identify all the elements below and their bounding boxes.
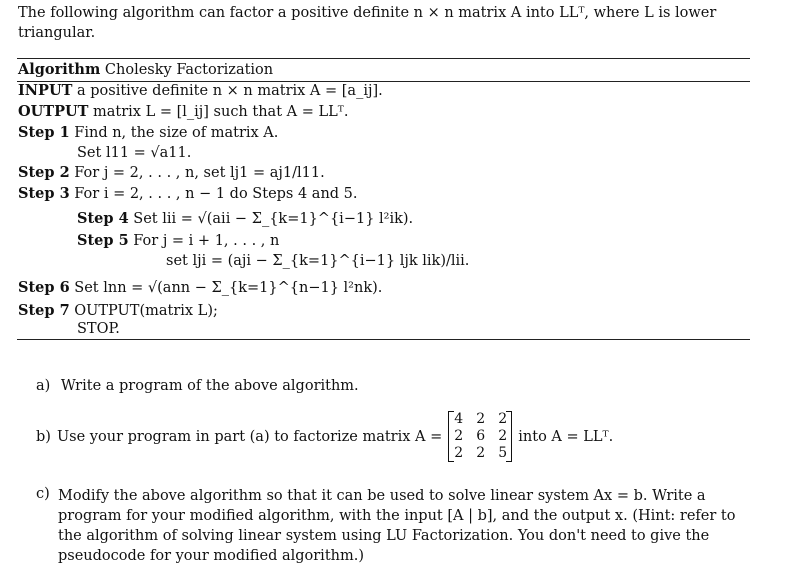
intro-paragraph: The following algorithm can factor a positive definite n × n matrix A into LLᵀ, where L is lower triangular. — [18, 5, 717, 41]
step-label: Step 7 — [18, 302, 70, 319]
bottom-rule — [17, 339, 750, 340]
step-2 — [18, 164, 325, 181]
matrix-cell: 4 — [454, 411, 464, 427]
matrix-cell: 6 — [476, 428, 486, 444]
question-text: Write a program of the above algorithm. — [60, 378, 359, 394]
question-text-post: into A = LLᵀ. — [518, 428, 614, 445]
matrix-cell: 2 — [498, 411, 508, 427]
step-text: For i = 2, . . . , n − 1 do Steps 4 and 5. — [74, 186, 358, 202]
step-5 — [77, 232, 279, 249]
step-text: OUTPUT(matrix L); — [74, 303, 218, 319]
matrix-a — [448, 411, 512, 462]
matrix-cell: 2 — [476, 445, 486, 461]
matrix-cell: 2 — [454, 445, 464, 461]
step-6 — [18, 279, 382, 296]
matrix-cell: 2 — [476, 411, 486, 427]
step-1 — [18, 124, 278, 141]
input-line — [18, 82, 383, 99]
question-label: a) — [36, 378, 51, 394]
step-label: Step 3 — [18, 185, 70, 202]
step-3 — [18, 185, 358, 202]
step-text: Set lii = √(aii − Σ_{k=1}^{i−1} l²ik). — [133, 211, 414, 227]
question-label: b) — [36, 428, 51, 445]
matrix-cell: 5 — [498, 445, 508, 461]
step-text: Set lnn = √(ann − Σ_{k=1}^{n−1} l²nk). — [74, 280, 383, 296]
question-b — [36, 411, 613, 462]
step-text: For j = 2, . . . , n, set lj1 = aj1/l11. — [74, 165, 325, 181]
output-label: OUTPUT — [18, 103, 89, 120]
step-label: Step 4 — [77, 210, 129, 227]
step-text: set lji = (aji − Σ_{k=1}^{i−1} ljk lik)/lii. — [166, 253, 470, 269]
output-line — [18, 103, 348, 120]
step-label: Step 1 — [18, 124, 70, 141]
step-label: Step 5 — [77, 232, 129, 249]
input-label: INPUT — [18, 82, 73, 99]
input-text: a positive definite n × n matrix A = [a_ij]. — [76, 83, 383, 99]
algorithm-title-label: Algorithm — [18, 61, 101, 78]
step-text: Find n, the size of matrix A. — [74, 125, 279, 141]
step-7 — [18, 302, 218, 319]
question-c — [36, 486, 756, 566]
question-text: Use your program in part (a) to factorize matrix A = — [56, 428, 443, 445]
algorithm-title — [18, 61, 273, 78]
step-5-set — [166, 253, 469, 269]
algorithm-title-name: Cholesky Factorization — [104, 62, 274, 78]
matrix-row — [454, 428, 506, 445]
step-1-set — [77, 145, 191, 161]
step-label: Step 6 — [18, 279, 70, 296]
matrix-cell: 2 — [498, 428, 508, 444]
matrix-cell: 2 — [454, 428, 464, 444]
question-a — [36, 378, 359, 394]
step-4 — [77, 210, 413, 227]
output-text: matrix L = [l_ij] such that A = LLᵀ. — [93, 104, 349, 120]
matrix-row — [454, 445, 506, 462]
question-text: Modify the above algorithm so that it can be used to solve linear system Ax = b. Write a program for your modified algorithm, with the input [A | b], and the output x. (Hint: refer to the algorithm of solving linear system using LU Factorization. You don't need to give the pseudocode for your modified algorithm.) — [58, 488, 736, 564]
step-text: Set l11 = √a11. — [77, 145, 192, 161]
step-label: Step 2 — [18, 164, 70, 181]
matrix-row — [454, 411, 506, 428]
step-7-stop — [77, 321, 120, 337]
question-label: c) — [36, 486, 50, 502]
step-text: For j = i + 1, . . . , n — [133, 233, 280, 249]
step-text: STOP. — [77, 321, 120, 337]
top-rule-thick — [17, 58, 750, 59]
